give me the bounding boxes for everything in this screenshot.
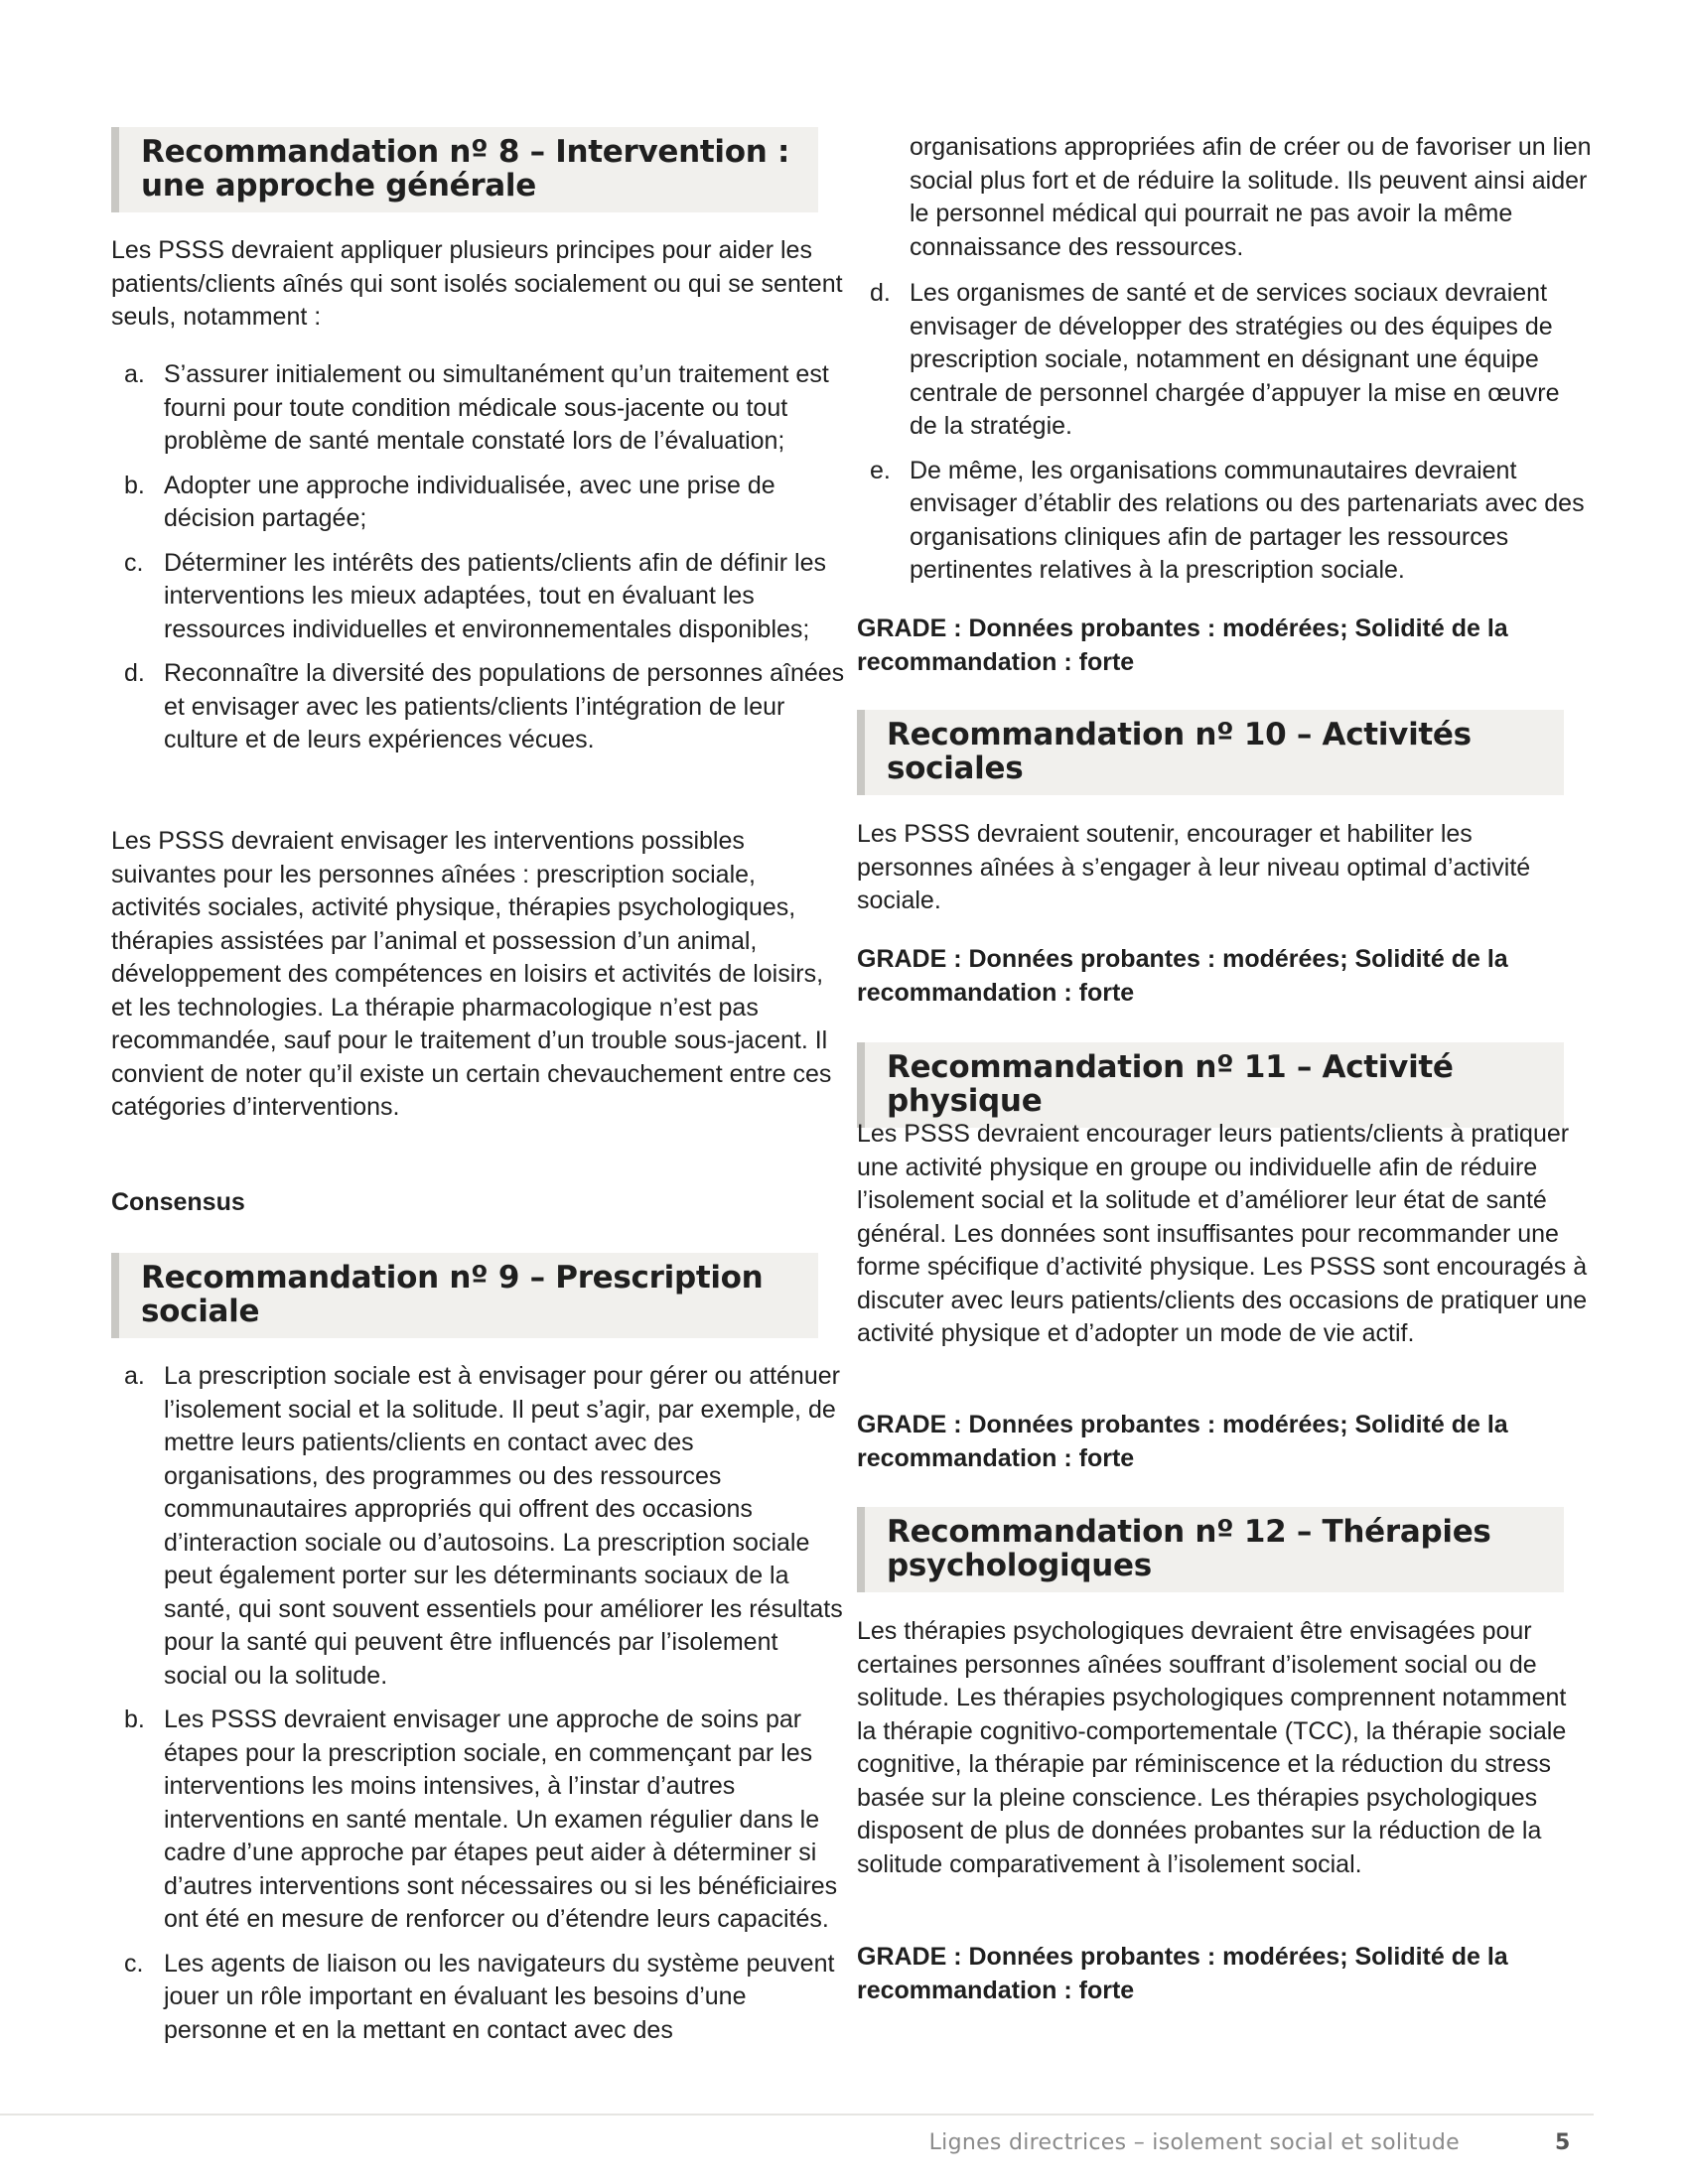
rec9-list-block bbox=[111, 1360, 846, 2058]
rec10-grade: GRADE : Données probantes : modérées; Solidité de la recommandation : forte bbox=[857, 945, 1508, 1007]
rec9-title: Recommandation nº 9 – Prescription sociale bbox=[141, 1260, 764, 1329]
rec12-heading bbox=[857, 1507, 1564, 1592]
rec9-list bbox=[111, 1360, 846, 2047]
rec11-title: Recommandation nº 11 – Activité physique bbox=[887, 1049, 1454, 1119]
rec8-grade: Consensus bbox=[111, 1188, 245, 1216]
rec9-list-right bbox=[857, 277, 1592, 588]
list-item: a. La prescription sociale est à envisager pour gérer ou atténuer l’isolement social et la solitude. Il peut s’agir, par exemple, de mettre leurs patients/clients en contact avec des organisations, des programmes ou des ressources communautaires appropriés qui offrent des occasions d’interaction sociale ou d’autosoins. La prescription sociale peut également porter sur les déterminants sociaux de la santé, qui sont souvent essentiels pour améliorer les résultats pour la santé qui peuvent être influencés par l’isolement social ou la solitude. bbox=[124, 1362, 843, 1690]
rec12-title: Recommandation nº 12 – Thérapies psychologiques bbox=[887, 1514, 1491, 1583]
rec9-grade-block bbox=[857, 613, 1592, 679]
rec11-heading bbox=[857, 1042, 1564, 1128]
rec10-title: Recommandation nº 10 – Activités sociales bbox=[887, 717, 1472, 786]
rec11-grade: GRADE : Données probantes : modérées; Solidité de la recommandation : forte bbox=[857, 1411, 1508, 1472]
rec9-heading bbox=[111, 1253, 818, 1338]
rec10-grade-block bbox=[857, 943, 1592, 1010]
rec9-grade: GRADE : Données probantes : modérées; Solidité de la recommandation : forte bbox=[857, 614, 1508, 676]
rec8-list bbox=[111, 358, 846, 757]
rec11-grade-block bbox=[857, 1409, 1592, 1475]
rec8-grade-block bbox=[111, 1186, 846, 1220]
rec12-grade-block bbox=[857, 1941, 1592, 2007]
rec12-grade: GRADE : Données probantes : modérées; Solidité de la recommandation : forte bbox=[857, 1943, 1508, 2004]
rec10-body-block bbox=[857, 818, 1592, 918]
list-item: b. Les PSSS devraient envisager une approche de soins par étapes pour la prescription sociale, en commençant par les interventions les moins intensives, à l’instar d’autres interventions en santé mentale. Un examen régulier dans le cadre d’une approche par étapes peut aider à déterminer si d’autres interventions sont nécessaires ou si les bénéficiaires ont été en mesure de renforcer ou d’étendre leurs capacités. bbox=[124, 1706, 838, 1933]
rec9-continued-block bbox=[857, 131, 1595, 264]
list-item: d. Reconnaître la diversité des populations de personnes aînées et envisager avec les patients/clients l’intégration de leur culture et de leurs expériences vécues. bbox=[124, 659, 845, 753]
list-item: d. Les organismes de santé et de services sociaux devraient envisager de développer des stratégies ou des équipes de prescription sociale, notamment en désignant une équipe centrale de personnel chargée d’appuyer la mise en œuvre de la stratégie. bbox=[870, 279, 1560, 440]
footer-divider bbox=[0, 2114, 1594, 2116]
rec12-body-block bbox=[857, 1615, 1592, 1881]
list-item: c. Déterminer les intérêts des patients/clients afin de définir les interventions les mieux adaptées, tout en évaluant les ressources individuelles et environnementales disponibles; bbox=[124, 548, 826, 643]
rec11-body-block bbox=[857, 1118, 1592, 1351]
rec8-body-block bbox=[111, 825, 846, 1125]
list-item: e. De même, les organisations communautaires devraient envisager d’établir des relations ou des partenariats avec des organisations cliniques afin de partager les ressources pertinentes relatives à la prescription sociale. bbox=[870, 456, 1585, 584]
list-item: a. S’assurer initialement ou simultanément qu’un traitement est fourni pour toute condition médicale sous-jacente ou tout problème de santé mentale constaté lors de l’évaluation; bbox=[124, 360, 829, 455]
list-item: b. Adopter une approche individualisée, avec une prise de décision partagée; bbox=[124, 471, 775, 532]
rec8-intro: Les PSSS devraient appliquer plusieurs principes pour aider les patients/clients aînés qui sont isolés socialement ou qui se sentent seuls, notamment : bbox=[111, 236, 843, 331]
rec8-body: Les PSSS devraient envisager les interventions possibles suivantes pour les personnes aînées : prescription sociale, activités sociales, activité physique, thérapies psychologiques, thérapies assistées par l’animal et possession d’un animal, développement des compétences en loisirs et activités de loisirs, et les technologies. La thérapie pharmacologique n’est pas recommandée, sauf pour le traitement d’un trouble sous-jacent. Il convient de noter qu’il existe un certain chevauchement entre ces catégories d’interventions. bbox=[111, 827, 832, 1121]
rec10-body: Les PSSS devraient soutenir, encourager et habiliter les personnes aînées à s’engager à leur niveau optimal d’activité sociale. bbox=[857, 820, 1531, 914]
rec8-intro-block bbox=[111, 234, 846, 335]
page-number: 5 bbox=[1555, 2130, 1571, 2155]
rec10-heading bbox=[857, 710, 1564, 795]
rec9-continued: organisations appropriées afin de créer ou de favoriser un lien social plus fort et de réduire la solitude. Ils peuvent ainsi aider le personnel médical qui pourrait ne pas avoir la même connaissance des ressources. bbox=[910, 133, 1592, 261]
rec11-body: Les PSSS devraient encourager leurs patients/clients à pratiquer une activité physique en groupe ou individuelle afin de réduire l’isolement social et la solitude et d’améliorer leur état de santé général. Les données sont insuffisantes pour recommander une forme spécifique d’activité physique. Les PSSS sont encouragés à discuter avec leurs patients/clients des occasions de pratiquer une activité physique et d’adopter un mode de vie actif. bbox=[857, 1120, 1588, 1347]
rec8-title: Recommandation nº 8 – Intervention : une approche générale bbox=[141, 134, 790, 204]
rec12-body: Les thérapies psychologiques devraient être envisagées pour certaines personnes aînées souffrant d’isolement social ou de solitude. Les thérapies psychologiques comprennent notamment la thérapie cognitivo-comportementale (TCC), la thérapie sociale cognitive, la thérapie par réminiscence et la réduction du stress basée sur la pleine conscience. Les thérapies psychologiques disposent de plus de données probantes sur la réduction de la solitude comparativement à l’isolement social. bbox=[857, 1617, 1567, 1878]
footer-title: Lignes directrices – isolement social et solitude bbox=[928, 2130, 1460, 2155]
rec8-heading bbox=[111, 127, 818, 212]
list-item: c. Les agents de liaison ou les navigateurs du système peuvent jouer un rôle important en évaluant les besoins d’une personne et en la mettant en contact avec des bbox=[124, 1949, 835, 2044]
rec9-list-right-block bbox=[857, 277, 1592, 599]
rec8-list-block bbox=[111, 358, 846, 768]
